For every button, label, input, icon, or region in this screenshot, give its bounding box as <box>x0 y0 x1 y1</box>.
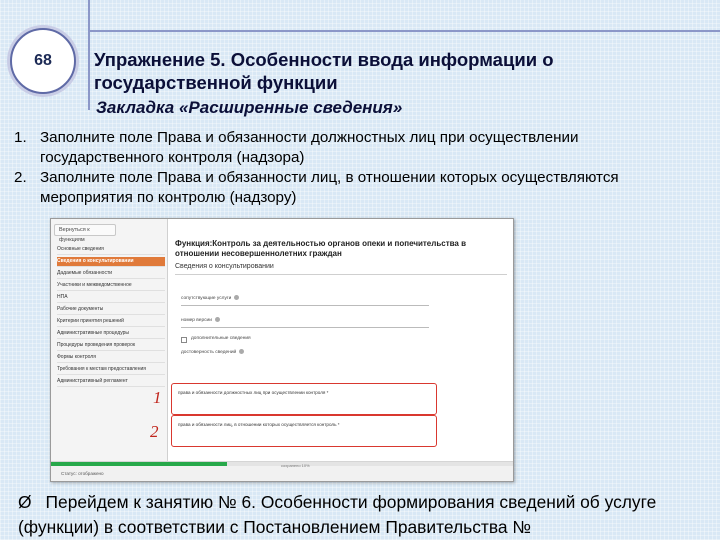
sidebar-item[interactable]: Процедуры проведения проверок <box>57 341 165 351</box>
field-label <box>181 295 239 301</box>
marker-1: 1 <box>153 388 162 407</box>
slide-subtitle: Закладка «Расширенные сведения» <box>96 98 403 117</box>
field-label-text: сопутствующие услуги <box>181 295 232 301</box>
instruction-item <box>14 128 704 168</box>
field-label <box>181 317 220 323</box>
help-icon[interactable] <box>234 295 239 300</box>
sidebar-item-active[interactable]: Сведения о консультировании <box>57 257 165 267</box>
subjects-rights-field[interactable] <box>171 415 437 447</box>
sidebar-item[interactable]: Административные процедуры <box>57 329 165 339</box>
officials-rights-field[interactable] <box>171 383 437 415</box>
subjects-rights-label: права и обязанности лиц, в отношении которых осуществляется контроль * <box>178 422 340 427</box>
slide-frame-left <box>88 30 90 110</box>
function-title: Функция:Контроль за деятельностью органов опеки и попечительства в отношении несовершеннолетних граждан <box>175 239 467 258</box>
slide-number: 68 <box>10 28 76 94</box>
tab-consulting[interactable]: Сведения о консультировании <box>175 263 274 270</box>
instruction-item <box>14 168 704 208</box>
marker-2: 2 <box>150 422 159 441</box>
slide-frame-top <box>88 30 720 32</box>
sidebar-item[interactable]: Административный регламент <box>57 377 165 387</box>
divider <box>175 274 507 275</box>
slide-title: Упражнение 5. Особенности ввода информации о государственной функции <box>94 49 554 93</box>
sidebar-item[interactable]: Основные сведения <box>57 245 165 255</box>
status-text: Статус: отображено <box>61 471 104 476</box>
field-label-text: номер версии <box>181 317 212 323</box>
slide-frame-tick <box>88 0 90 30</box>
instruction-text: Заполните поле Права и обязанности лиц, в отношении которых осуществляются мероприятия по контролю (надзору) <box>40 169 619 206</box>
sidebar-item[interactable]: Требования к местам предоставления <box>57 365 165 375</box>
help-icon[interactable] <box>215 317 220 322</box>
field-label <box>181 349 244 355</box>
field-input[interactable] <box>181 305 429 306</box>
instruction-list <box>14 128 704 208</box>
next-lesson-note <box>18 490 708 540</box>
field-input[interactable] <box>181 327 429 328</box>
progress-label: сохранено 10% <box>281 463 310 468</box>
checkbox[interactable] <box>181 337 187 343</box>
field-label-text: достоверность сведений <box>181 349 237 355</box>
progress-fill <box>51 462 227 466</box>
instruction-number: 2. <box>14 169 27 186</box>
officials-rights-label: права и обязанности должностных лиц при осуществлении контроля * <box>178 390 329 395</box>
back-to-functions-button[interactable]: Вернуться к функциям <box>54 224 116 236</box>
sidebar-item[interactable]: Рабочие документы <box>57 305 165 315</box>
sidebar-item[interactable]: Дадаемые обязанности <box>57 269 165 279</box>
arrow-bullet-icon: Ø <box>18 492 32 512</box>
field-label: дополнительные сведения <box>191 336 251 341</box>
sidebar-item[interactable]: Участники и межведомственное <box>57 281 165 291</box>
sidebar-item[interactable]: Критерии принятия решений <box>57 317 165 327</box>
sidebar-item[interactable]: Формы контроля <box>57 353 165 363</box>
instruction-number: 1. <box>14 129 27 146</box>
app-screenshot <box>50 218 514 482</box>
help-icon[interactable] <box>239 349 244 354</box>
sidebar-item[interactable]: НПА <box>57 293 165 303</box>
next-lesson-text: Перейдем к занятию № 6. Особенности формирования сведений об услуге (функции) в соответствии с Постановлением Правительства № <box>18 492 657 537</box>
status-bar <box>51 461 513 482</box>
instruction-text: Заполните поле Права и обязанности должностных лиц при осуществлении государственного контроля (надзора) <box>40 129 579 166</box>
